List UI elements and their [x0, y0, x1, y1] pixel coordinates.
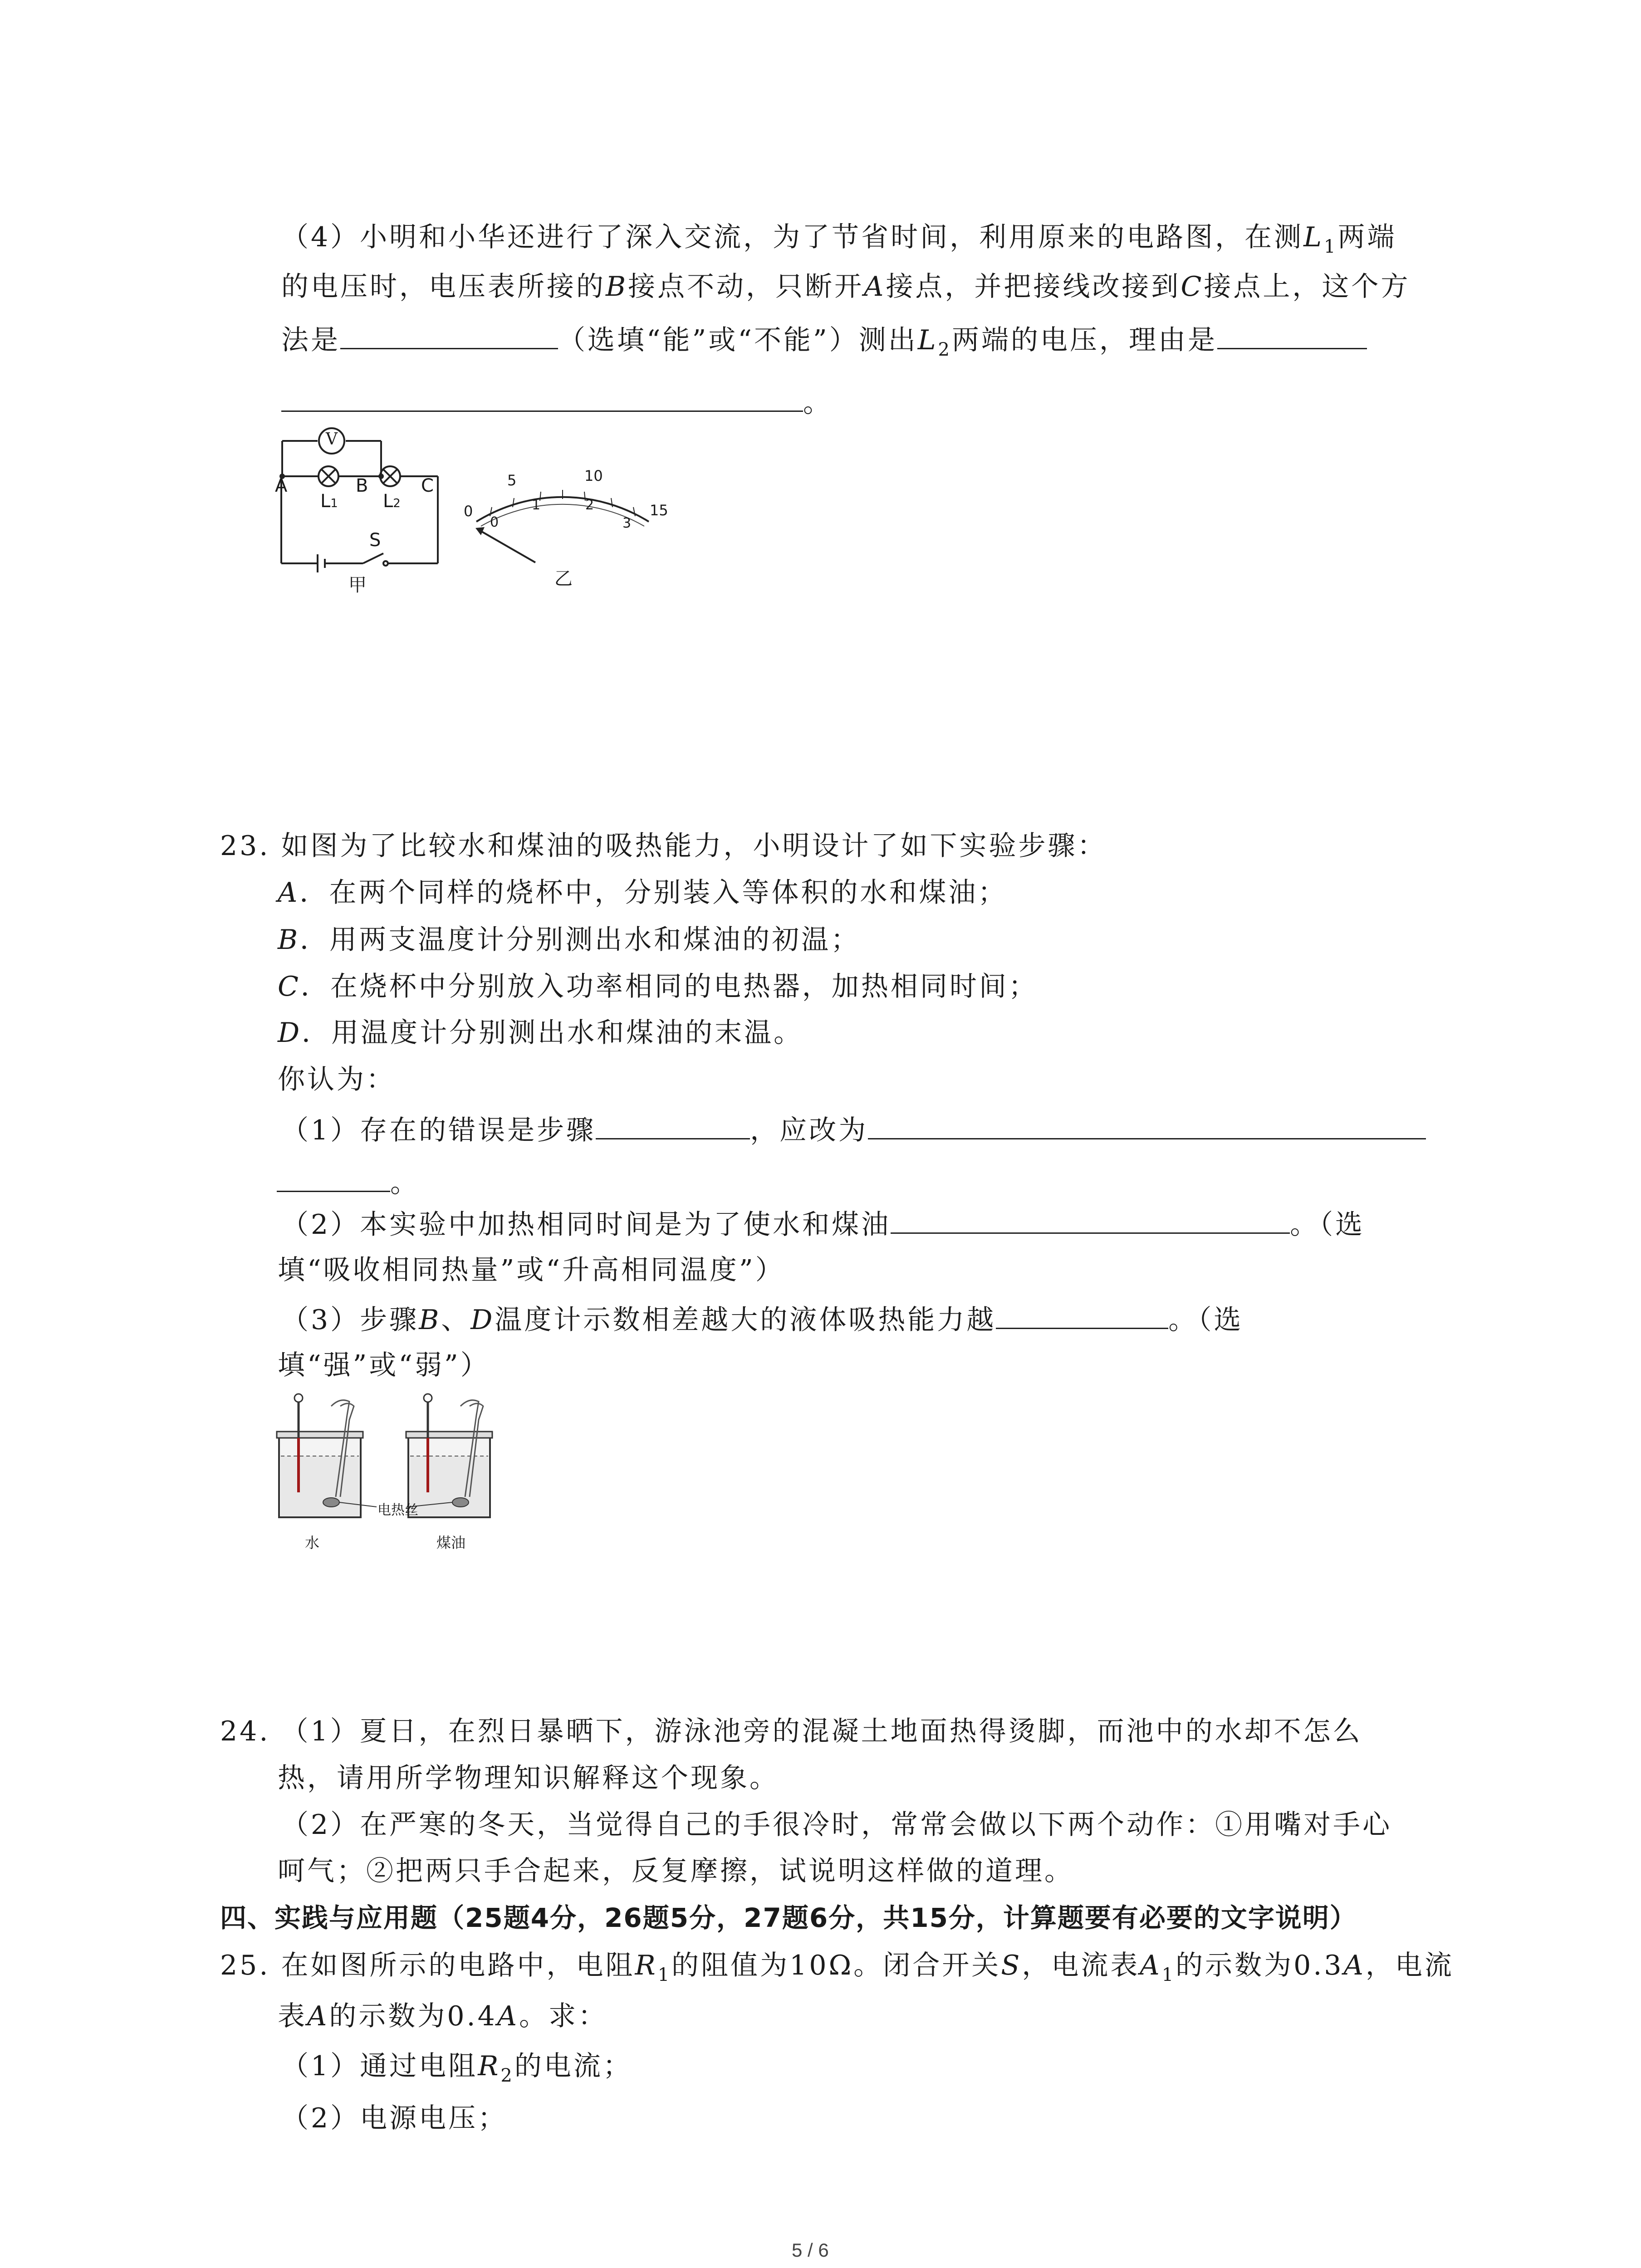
q24-line4: 呵气；②把两只手合起来，反复摩擦，试说明这样做的道理。: [278, 1855, 1074, 1887]
circuit-diagram-jia: [272, 426, 449, 603]
page-number: 5 / 6: [792, 2239, 829, 2261]
kerosene-label: 煤油: [436, 1534, 466, 1551]
answer-blank[interactable]: [996, 1300, 1168, 1329]
answer-blank[interactable]: [1217, 320, 1367, 349]
answer-blank[interactable]: [891, 1204, 1290, 1234]
dial-inner-tick-0: 0: [490, 514, 499, 530]
dial-outer-tick-0: 0: [464, 503, 473, 520]
voltmeter-symbol: V: [326, 430, 338, 449]
q25-line2: 表A的示数为0.4A。求：: [278, 2000, 608, 2032]
beakers-figure: [272, 1388, 508, 1551]
answer-blank[interactable]: [868, 1110, 1426, 1139]
section-4-heading: 四、实践与应用题（25题4分，26题5分，27题6分，共15分，计算题要有必要的文字说明）: [220, 1902, 1357, 1933]
answer-blank[interactable]: [596, 1110, 750, 1139]
q23-part3-cont: 填“强”或“弱”）: [278, 1349, 490, 1381]
heater-label: 电热丝: [377, 1502, 418, 1518]
figure-caption-yi: 乙: [554, 568, 573, 589]
q23-step-b: B．用两支温度计分别测出水和煤油的初温；: [278, 924, 861, 956]
voltmeter-dial-yi: [454, 454, 671, 608]
point-c-label: C: [421, 475, 434, 496]
kerosene-beaker: [406, 1394, 492, 1517]
dial-outer-tick-15: 15: [650, 502, 668, 519]
lamp-l1-label: L1: [320, 491, 338, 512]
q25-part1: （1）通过电阻$R_2$的电流；: [281, 2050, 632, 2086]
q25-part2: （2）电源电压；: [281, 2102, 508, 2134]
q23-part1-cont: 。: [277, 1163, 420, 1201]
q24-line3: （2）在严寒的冬天，当觉得自己的手很冷时，常常会做以下两个动作：①用嘴对手心: [281, 1809, 1392, 1841]
answer-blank[interactable]: [281, 382, 803, 412]
q24-line2: 热，请用所学物理知识解释这个现象。: [278, 1762, 779, 1794]
dial-outer-tick-5: 5: [507, 472, 517, 489]
water-beaker: [277, 1394, 363, 1517]
water-label: 水: [305, 1534, 320, 1551]
q23-part2: （2）本实验中加热相同时间是为了使水和煤油 。（选: [281, 1204, 1365, 1243]
q23-step-c: C．在烧杯中分别放入功率相同的电热器，加热相同时间；: [278, 971, 1038, 1002]
q23-you-think: 你认为：: [278, 1064, 396, 1095]
q23-stem: 23. 如图为了比较水和煤油的吸热能力，小明设计了如下实验步骤：: [220, 830, 1107, 862]
q23-step-d: D．用温度计分别测出水和煤油的末温。: [278, 1017, 803, 1049]
q22-4-line1: （4）小明和小华还进行了深入交流，为了节省时间，利用原来的电路图，在测$L_1$两端: [281, 221, 1397, 257]
switch-label: S: [369, 530, 381, 551]
q22-4-line4: 。: [281, 382, 833, 421]
answer-blank[interactable]: [340, 320, 558, 349]
dial-inner-tick-3: 3: [622, 515, 632, 531]
q23-part3: （3）步骤B、D温度计示数相差越大的液体吸热能力越 。（选: [281, 1300, 1243, 1338]
q23-part2-cont: 填“吸收相同热量”或“升高相同温度”）: [278, 1254, 785, 1286]
answer-blank[interactable]: [277, 1163, 390, 1192]
point-b-label: B: [356, 475, 368, 496]
dial-inner-tick-1: 1: [532, 497, 541, 513]
lamp-l2-label: L2: [383, 491, 401, 512]
q23-step-a: A．在两个同样的烧杯中，分别装入等体积的水和煤油；: [278, 877, 1008, 909]
q22-4-line2: 的电压时，电压表所接的B接点不动，只断开A接点，并把接线改接到C接点上，这个方: [281, 271, 1411, 303]
q25-line1: 25. 在如图所示的电路中，电阻$R_1$的阻值为10Ω。闭合开关S，电流表$A_1$的示数为0.3A，电流: [220, 1950, 1454, 1985]
q22-4-line3: 法是 （选填“能”或“不能”）测出$L_2$两端的电压，理由是: [281, 320, 1367, 368]
dial-inner-tick-2: 2: [585, 497, 594, 513]
dial-outer-tick-10: 10: [584, 467, 603, 484]
junction-dot: [378, 474, 384, 479]
q24-line1: 24. （1）夏日，在烈日暴晒下，游泳池旁的混凝土地面热得烫脚，而池中的水却不怎么: [220, 1716, 1362, 1747]
figure-caption-jia: 甲: [348, 575, 367, 596]
q23-part1: （1）存在的错误是步骤 ，应改为: [281, 1110, 1426, 1149]
point-a-label: A: [275, 475, 288, 496]
